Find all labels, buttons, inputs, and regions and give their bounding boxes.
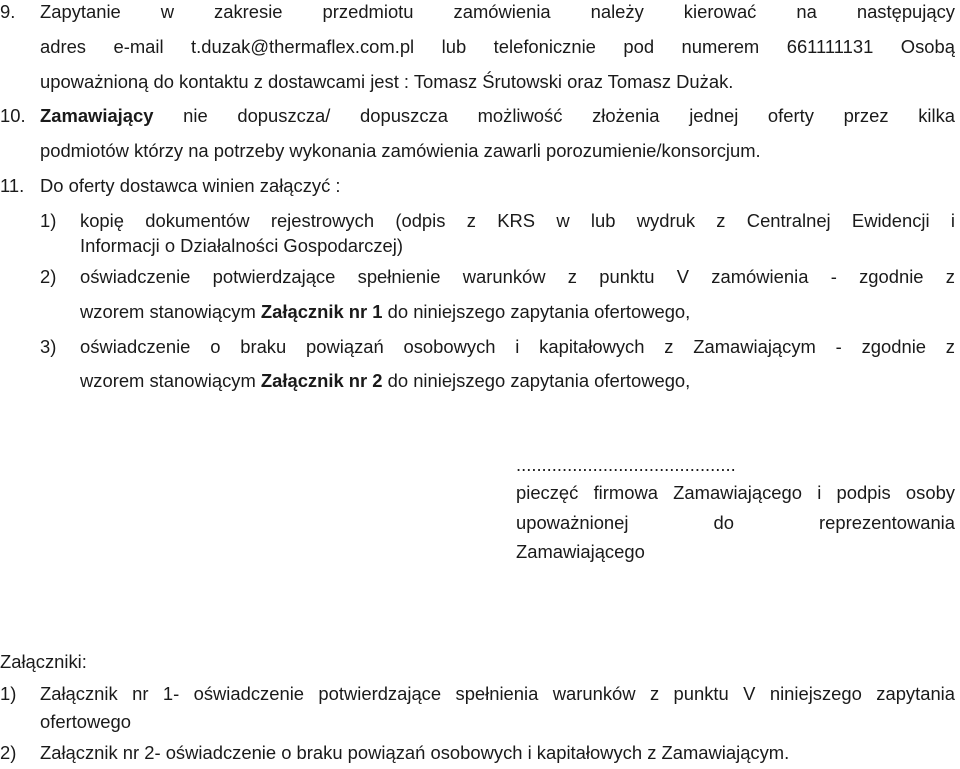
sub-3-number: 3) xyxy=(40,336,57,357)
zalacznik-1-bold: Załącznik nr 1 xyxy=(260,301,383,322)
sub-3-line-2-post: do niniejszego zapytania ofertowego, xyxy=(382,370,691,391)
attachment-1-number: 1) xyxy=(0,683,17,704)
sub-2-line-2 xyxy=(80,300,690,324)
sub-3-line-2 xyxy=(80,369,690,393)
item-9-line-1: Zapytanie w zakresie przedmiotu zamówienia należy kierować na następujący xyxy=(40,1,955,22)
attachment-1-line-2: ofertowego xyxy=(40,711,131,732)
signature-dots: ........................................... xyxy=(516,454,736,475)
signature-line-1: pieczęć firmowa Zamawiającego i podpis osoby xyxy=(516,482,955,503)
item-9-line-2: adres e-mail t.duzak@thermaflex.com.pl lub telefonicznie pod numerem 661111131 Osobą xyxy=(40,36,955,57)
sub-3-line-1: oświadczenie o braku powiązań osobowych i kapitałowych z Zamawiającym - zgodnie z xyxy=(80,336,955,357)
zamawiajacy-bold: Zamawiający xyxy=(40,105,154,126)
attachment-1-line-1: Załącznik nr 1- oświadczenie potwierdzające spełnienia warunków z punktu V niniejszego zapytania xyxy=(40,683,955,704)
sub-2-number: 2) xyxy=(40,266,57,287)
signature-line-3: Zamawiającego xyxy=(516,541,645,562)
item-10-line-2: podmiotów którzy na potrzeby wykonania zamówienia zawarli porozumienie/konsorcjum. xyxy=(40,140,761,161)
attachment-2-number: 2) xyxy=(0,742,17,763)
item-9-number: 9. xyxy=(0,1,16,22)
attachments-heading: Załączniki: xyxy=(0,651,87,672)
sub-1-line-2: Informacji o Działalności Gospodarczej) xyxy=(80,235,403,256)
sub-1-number: 1) xyxy=(40,210,57,231)
sub-2-line-2-pre: wzorem stanowiącym xyxy=(80,301,261,322)
sub-2-line-2-post: do niniejszego zapytania ofertowego, xyxy=(382,301,691,322)
item-10-number: 10. xyxy=(0,105,26,126)
sub-1-line-1: kopię dokumentów rejestrowych (odpis z KRS w lub wydruk z Centralnej Ewidencji i xyxy=(80,210,955,231)
item-9-line-3: upoważnioną do kontaktu z dostawcami jest : Tomasz Śrutowski oraz Tomasz Dużak. xyxy=(40,71,734,92)
sub-2-line-1: oświadczenie potwierdzające spełnienie warunków z punktu V zamówienia - zgodnie z xyxy=(80,266,955,287)
attachment-2-line-1: Załącznik nr 2- oświadczenie o braku powiązań osobowych i kapitałowych z Zamawiającym. xyxy=(40,742,790,763)
zalacznik-2-bold: Załącznik nr 2 xyxy=(260,370,383,391)
item-10-line-1-rest: nie dopuszcza/ dopuszcza możliwość złożenia jednej oferty przez kilka xyxy=(153,105,955,126)
sub-3-line-2-pre: wzorem stanowiącym xyxy=(80,370,261,391)
item-11-intro: Do oferty dostawca winien załączyć : xyxy=(40,175,341,196)
signature-line-2: upoważnionej do reprezentowania xyxy=(516,512,955,533)
item-10-line-1 xyxy=(40,104,955,128)
item-11-number: 11. xyxy=(0,175,25,196)
